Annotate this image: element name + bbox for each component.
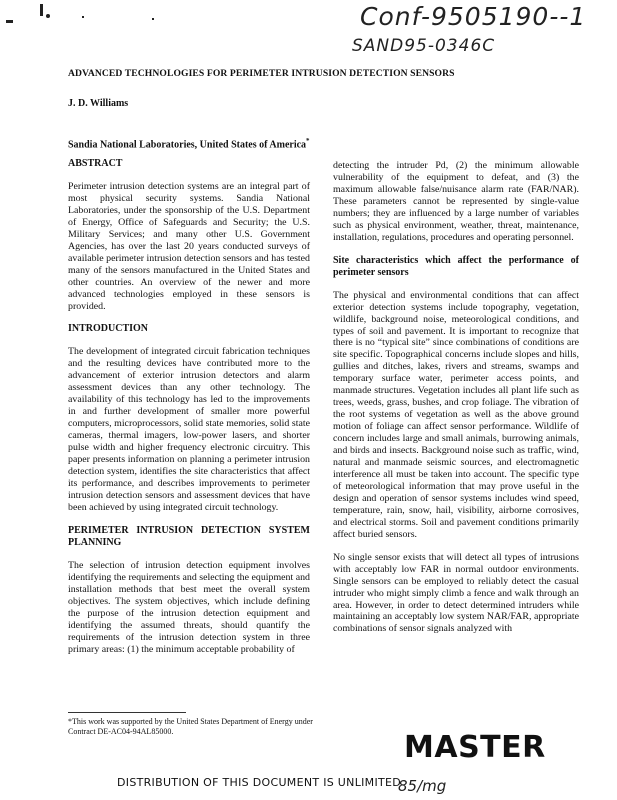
right-column (333, 160, 579, 646)
affiliation-text: Sandia National Laboratories, United States of America (68, 139, 307, 151)
handwritten-conf-number: Conf-9505190--1 (360, 2, 587, 31)
distribution-statement: DISTRIBUTION OF THIS DOCUMENT IS UNLIMITED (117, 776, 402, 789)
introduction-heading: INTRODUCTION (68, 323, 149, 335)
scan-mark (152, 18, 154, 20)
affiliation-footnote-mark: * (306, 137, 310, 145)
sensor-combination-text: No single sensor exists that will detect all types of intrusions with acceptably low FAR in normal outdoor environments. Single sensors can be employed to reliably detect the casual intruder who might simply climb a fence and walk through an area. However, in order to detect determined intruders while maintaining an acceptably low system NAR/FAR, appropriate combinations of sensor signals analyzed with (333, 551, 579, 635)
introduction-text: The development of integrated circuit fabrication techniques and the resulting devices have contributed more to the advancement of exterior intrusion detectors and alarm assessment devices than any other technology. The availability of this technology has led to the improvements in and further development of smaller more powerful computers, microprocessors, solid state memories, solid state cameras, thermal imagers, low-power lasers, and shorter pulse width and higher frequency electronic circuitry. This paper presents information on planning a perimeter intrusion detection system, identifies the site characteristics that affect its performance, and describes improvements to perimeter intrusion detection sensors and assessment devices that have been achieved by using integrated circuit technology. (68, 346, 310, 513)
continuation-text: detecting the intruder Pd, (2) the minimum allowable vulnerability of the equipment to defeat, and (3) the maximum allowable false/nuisance alarm rate (FAR/NAR). These parameters cannot be represented by single-value numbers; they are influenced by a large number of variables such as physical environment, weather, threat, maintenance, installation, regulations, procedures and operating personnel. (333, 160, 579, 243)
master-stamp: MASTER (404, 730, 546, 765)
footnote: *This work was supported by the United States Department of Energy under Contract DE-AC04-94AL85000. (68, 717, 313, 736)
paper-title: ADVANCED TECHNOLOGIES FOR PERIMETER INTRUSION DETECTION SENSORS (68, 68, 455, 79)
abstract-heading: ABSTRACT (68, 158, 123, 169)
handwritten-report-number: SAND95-0346C (352, 36, 496, 56)
footnote-rule (68, 712, 186, 713)
author: J. D. Williams (68, 98, 129, 109)
planning-text: The selection of intrusion detection equipment involves identifying the requirements and selecting the equipment and installation methods that best meet the overall system objectives. The system objectives, which include defining the purpose of the intrusion detection equipment and identifying the assumed threats, should quantify the requirements of the intrusion detection system in three primary areas: (1) the minimum acceptable probability of (68, 559, 310, 655)
scan-mark (40, 4, 43, 16)
site-characteristics-text: The physical and environmental conditions that can affect exterior detection systems include topography, vegetation, wildlife, background noise, meteorological conditions, and types of soil and pavement. It is important to recognize that there is no “typical site” since combinations of conditions are site specific. Topographical concerns include slopes and hills, gullies and ditches, lakes, rivers and streams, swamps and temporary surface water, perimeter access points, and manmade structures. Vegetation includes all plant life such as trees, weeds, grass, bushes, and crop foliage. The vibration of the root systems of vegetation as well as the above ground motion of foliage can affect sensor performance. Wildlife of concern includes large and small animals, burrowing animals, and birds and insects. Background noise such as traffic, wind, natural and manmade seismic sources, and electromagnetic interference all must be taken into account. The specific type of meteorological information that may prove useful in the design and operation of sensor systems includes wind speed, temperature, rain, snow, hail, visibility, airborne corrosives, and electrical storms. Soil and pavement conditions primarily affect buried sensors. (333, 289, 579, 540)
handwritten-initials: 85/mg (398, 777, 447, 795)
scan-mark (82, 16, 84, 18)
scan-mark (6, 20, 13, 23)
planning-heading: PERIMETER INTRUSION DETECTION SYSTEM PLANNING (68, 524, 310, 548)
scan-mark (46, 14, 50, 18)
affiliation (68, 137, 310, 150)
site-characteristics-heading: Site characteristics which affect the performance of perimeter sensors (333, 254, 579, 278)
left-column (68, 158, 310, 666)
abstract-text: Perimeter intrusion detection systems are an integral part of most physical security systems. Sandia National Laboratories, under the sponsorship of the U.S. Department of Energy, Office of Safeguards and Security; the U.S. Military Services; and many other U.S. Government Agencies, has over the last 20 years conducted surveys of available perimeter intrusion detection sensors and has tested many of the sensors manufactured in the United States and other countries. An overview of the newer and more advanced technologies employed in these sensors is provided. (68, 181, 310, 312)
